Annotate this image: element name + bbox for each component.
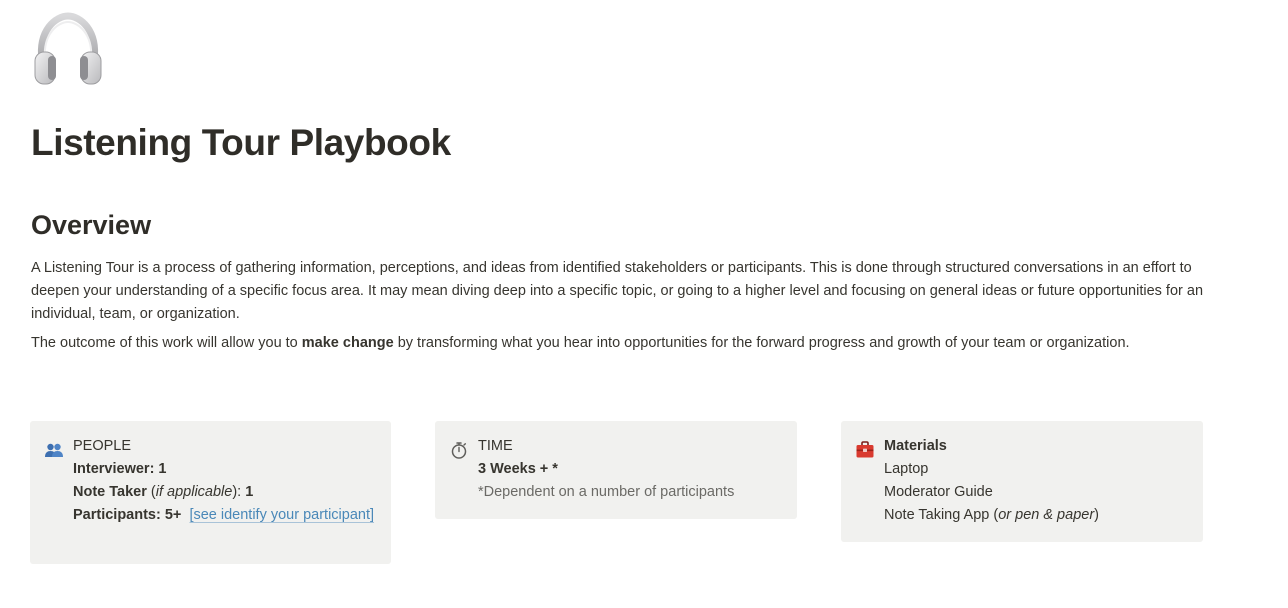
page-title[interactable]: Listening Tour Playbook <box>31 122 451 163</box>
time-callout-body <box>478 435 785 504</box>
materials-item-app <box>884 504 1191 527</box>
interviewer-line: Interviewer: 1 <box>73 461 167 477</box>
overview-paragraph-2[interactable] <box>31 332 1221 355</box>
time-duration: 3 Weeks + * <box>478 461 558 477</box>
materials-title: Materials <box>884 438 947 454</box>
time-note: *Dependent on a number of participants <box>478 484 735 500</box>
note-taker-value: 1 <box>241 484 254 500</box>
make-change-bold: make change <box>301 335 394 351</box>
note-taker-label: Note Taker <box>73 484 151 500</box>
headphones-icon[interactable] <box>32 12 104 88</box>
paragraph-2-text-end: by transforming what you hear into opportunities for the forward progress and growth of your team or organization. <box>393 335 1130 351</box>
note-taker-paren-close: ): <box>232 484 242 500</box>
materials-callout-body <box>884 435 1191 527</box>
note-taker-line <box>73 481 379 504</box>
people-callout-body <box>73 435 379 527</box>
stopwatch-icon <box>449 440 469 460</box>
materials-app-alt: or pen & paper <box>998 507 1095 523</box>
materials-app-label: Note Taking App <box>884 507 994 523</box>
overview-paragraph-1[interactable]: A Listening Tour is a process of gathering information, perceptions, and ideas from identified stakeholders or participants. This is done through structured conversations in an effort to deepen your understanding of a specific focus area. It may mean diving deep into a specific topic, or going to a higher level and focusing on general ideas or future opportunities for an individual, team, or organization. <box>31 260 1204 322</box>
note-taker-paren-open: ( <box>150 484 156 500</box>
materials-app-paren-close: ) <box>1094 507 1099 523</box>
participants-label: Participants: 5+ <box>73 507 182 523</box>
materials-callout[interactable] <box>841 421 1203 542</box>
time-title: TIME <box>478 438 513 454</box>
note-taker-qualifier: if applicable <box>155 484 233 500</box>
materials-item-laptop: Laptop <box>884 461 929 477</box>
overview-heading[interactable]: Overview <box>31 210 152 240</box>
toolbox-icon <box>855 440 875 460</box>
materials-item-guide: Moderator Guide <box>884 484 993 500</box>
people-icon <box>44 440 64 460</box>
people-title: PEOPLE <box>73 438 132 454</box>
people-callout[interactable] <box>30 421 391 564</box>
paragraph-2-text-start: The outcome of this work will allow you to <box>31 335 302 351</box>
identify-participant-link[interactable]: [see identify your participant] <box>189 507 375 523</box>
participants-line <box>73 504 379 527</box>
time-callout[interactable] <box>435 421 797 519</box>
materials-app-paren-open: ( <box>993 507 999 523</box>
